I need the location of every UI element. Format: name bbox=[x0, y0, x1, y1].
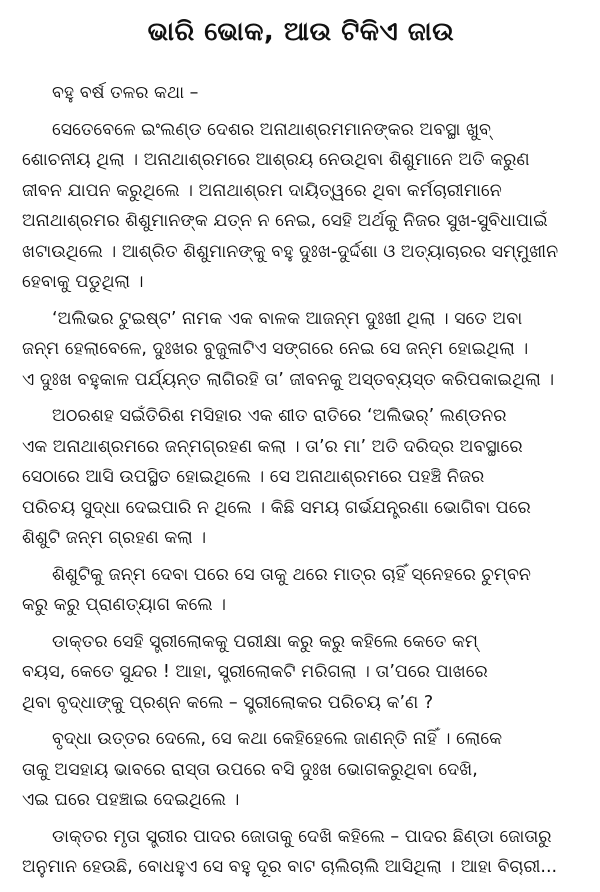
paragraph-line: ବୃଦ୍ଧା ଉତ୍ତର ଦେଲେ, ସେ କଥା କେହିହେଲେ ଜାଣନ୍ତି ନାହିଁ । ଲୋକେ bbox=[52, 729, 503, 749]
paragraph bbox=[22, 627, 580, 719]
paragraph bbox=[22, 724, 580, 816]
paragraph-line: ପରିଚୟ ସୁଦ୍ଧା ଦେଇପାରି ନ ଥିଲେ । କିଛି ସମୟ ଗର୍ଭଯନ୍ତ୍ରଣା ଭୋଗିବା ପରେ bbox=[22, 497, 531, 518]
paragraph-line: ଖଟାଉଥିଲେ । ଆଶ୍ରିତ ଶିଶୁମାନଙ୍କୁ ବହୁ ଦୁଃଖ-ଦୁର୍ଦ୍ଦଶା ଓ ଅତ୍ୟାଚାରର ସମ୍ମୁଖୀନ bbox=[22, 241, 559, 262]
paragraph-line: ଡାକ୍ତର ସେହି ସ୍ତ୍ରୀଲୋକକୁ ପରୀକ୍ଷା କରୁ କରୁ କହିଲେ କେତେ କମ୍ bbox=[52, 631, 478, 652]
paragraph-line: ଅନାଥାଶ୍ରମର ଶିଶୁମାନଙ୍କ ଯତ୍ନ ନ ନେଇ, ସେହି ଅର୍ଥକୁ ନିଜର ସୁଖ-ସୁବିଧାପାଇଁ bbox=[22, 211, 548, 231]
paragraph-line: ଥିବା ବୃଦ୍ଧାଙ୍କୁ ପ୍ରଶ୍ନ କଲେ – ସ୍ତ୍ରୀଲୋକର ପରିଚୟ କ’ଣ ? bbox=[22, 692, 434, 713]
paragraph-line: ଶୋଚନୀୟ ଥିଲା । ଅନାଥାଶ୍ରମରେ ଆଶ୍ରୟ ନେଉଥିବା ଶିଶୁମାନେ ଅତି କରୁଣ bbox=[22, 150, 530, 170]
paragraph-line: ଏକ ଅନାଥାଶ୍ରମରେ ଜନ୍ମଗ୍ରହଣ କଲା । ତା’ର ମା’ ଅତି ଦରିଦ୍ର ଅବସ୍ଥାରେ bbox=[22, 436, 523, 457]
paragraph bbox=[22, 560, 580, 621]
paragraph-line: ଅଠରଶହ ସଇଁତିରିଶ ମସିହାର ଏକ ଶୀତ ରାତିରେ ‘ଅଲିଭର୍’ ଲଣ୍ଡନର bbox=[52, 406, 507, 426]
paragraph-line: ସେତେବେଳେ ଇଂଲଣ୍ଡ ଦେଶର ଅନାଥାଶ୍ରମମାନଙ୍କର ଅବସ୍ଥା ଖୁବ୍ bbox=[52, 119, 491, 140]
paragraph-line: ଜନ୍ମ ହେଲାବେଳେ, ଦୁଃଖର ବୁଜୁଳାଟିଏ ସଙ୍ଗରେ ନେଇ ସେ ଜନ୍ମ ହୋଇଥିଲା । bbox=[22, 339, 529, 359]
paragraph bbox=[22, 304, 580, 396]
paragraph-line: ଶିଶୁଟିକୁ ଜନ୍ମ ଦେବା ପରେ ସେ ତାକୁ ଥରେ ମାତ୍ର ଚାହିଁ ସ୍ନେହରେ ଚୁମ୍ବନ bbox=[52, 564, 531, 585]
paragraph-line: ଜୀବନ ଯାପନ କରୁଥିଲେ । ଅନାଥାଶ୍ରମ ଦାୟିତ୍ୱରେ ଥିବା କର୍ମଚାରୀମାନେ bbox=[22, 180, 502, 201]
paragraph bbox=[22, 401, 580, 554]
paragraph-line: ଡାକ୍ତର ମୃତା ସ୍ତ୍ରୀର ପାଦର ଜୋତାକୁ ଦେଖି କହିଲେ – ପାଦର ଛିଣ୍ଡା ଜୋତାରୁ bbox=[52, 826, 552, 847]
paragraph-line: ତାକୁ ଅସହାୟ ଭାବରେ ରାସ୍ତା ଉପରେ ବସି ଦୁଃଖ ଭୋଗକରୁଥିବା ଦେଖି, bbox=[22, 759, 478, 780]
paragraph-line: ଶିଶୁଟି ଜନ୍ମ ଗ୍ରହଣ କଲା । bbox=[22, 528, 207, 548]
paragraph bbox=[22, 822, 580, 883]
paragraph-line: ଏ ଦୁଃଖ ବହୁକାଳ ପର୍ଯ୍ୟନ୍ତ ଲାଗିରହି ତା’ ଜୀବନକୁ ଅସ୍ତବ୍ୟସ୍ତ କରିପକାଇଥିଲା । bbox=[22, 369, 555, 390]
paragraph bbox=[22, 78, 580, 109]
paragraph-line: ହେବାକୁ ପଡୁଥିଲା । bbox=[22, 272, 144, 292]
story-body bbox=[22, 78, 580, 883]
story-title: ଭାରି ଭୋକ, ଆଉ ଟିକିଏ ଜାଉ bbox=[147, 17, 455, 47]
paragraph-line: କରୁ କରୁ ପ୍ରାଣତ୍ୟାଗ କଲେ । bbox=[22, 595, 227, 615]
paragraph-line: ବୟସ, କେତେ ସୁନ୍ଦର ! ଆହା, ସ୍ତ୍ରୀଲୋକଟି ମରିଗଲା । ତା’ପରେ ପାଖରେ bbox=[22, 662, 488, 682]
paragraph-line: ସେଠାରେ ଆସି ଉପସ୍ଥିତ ହୋଇଥିଲେ । ସେ ଅନାଥାଶ୍ରମରେ ପହଞ୍ଚି ନିଜର bbox=[22, 467, 485, 487]
paragraph bbox=[22, 115, 580, 298]
paragraph-line: ଅନୁମାନ ହେଉଛି, ବୋଧହୁଏ ସେ ବହୁ ଦୂର ବାଟ ଚାଲିଚାଲି ଆସିଥିଲା । ଆହା ବିଚାରୀ... bbox=[22, 857, 558, 877]
paragraph-line: ‘ଅଲିଭର ଟୁଇଷ୍ଟ’ ନାମକ ଏକ ବାଳକ ଆଜନ୍ମ ଦୁଃଖୀ ଥିଲା । ସତେ ଅବା bbox=[52, 308, 523, 329]
paragraph-line: ବହୁ ବର୍ଷ ତଳର କଥା – bbox=[52, 83, 199, 103]
paragraph-line: ଏଇ ଘରେ ପହଞ୍ଚାଇ ଦେଇଥିଲେ । bbox=[22, 790, 240, 810]
